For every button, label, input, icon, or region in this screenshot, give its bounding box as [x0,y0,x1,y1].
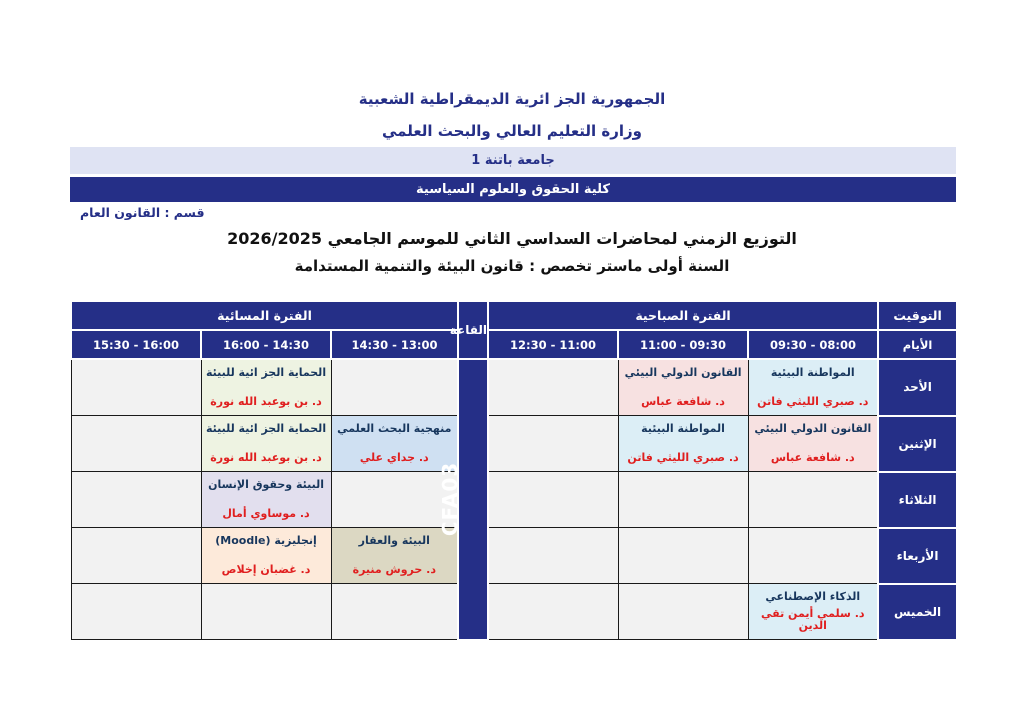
course-title: البيئة وحقوق الإنسان [208,478,324,491]
course-title: القانون الدولي البيئي [754,422,872,435]
teacher-name: د. بن بوعبد الله نورة [210,450,322,464]
empty-cell [748,472,878,528]
department-line [70,203,956,222]
table-row [71,359,957,416]
teacher-name: د. غضبان إخلاص [221,562,311,576]
course-cell-content [202,416,331,471]
course-cell-content [202,528,331,583]
morning-period-header: الفترة الصباحية [488,301,878,330]
timetable-body [71,359,957,640]
empty-cell [71,528,201,584]
empty-cell [488,584,618,640]
course-cell [618,416,748,472]
course-title: الحماية الجز ائية للبيئة [205,366,327,379]
table-row [71,528,957,584]
republic-header: الجمهورية الجز ائرية الديمقراطية الشعبية [358,90,666,108]
course-cell-content [749,360,878,415]
table-row [71,472,957,528]
course-cell [201,472,331,528]
course-cell-content [619,416,748,471]
empty-cell [488,416,618,472]
teacher-name: د. سلمي أيمن تقي الدين [761,606,865,632]
empty-cell [71,416,201,472]
empty-cell [618,528,748,584]
faculty-banner: كلية الحقوق والعلوم السياسية [70,177,956,202]
empty-cell [618,584,748,640]
schedule-subtitle: السنة أولى ماستر تخصص : قانون البيئة والتنمية المستدامة [294,257,730,275]
course-cell [201,359,331,416]
university-banner: جامعة باتنة 1 [70,147,956,174]
evening-period-header: الفترة المسائية [71,301,458,330]
empty-cell [748,528,878,584]
days-corner-cell: الأيام [878,330,957,359]
course-title: القانون الدولي البيئي [624,366,742,379]
teacher-name: د. موساوي أمال [222,506,310,520]
course-cell-content [619,360,748,415]
course-cell [748,584,878,640]
teacher-name: د. صبري الليثي فاتن [627,450,739,464]
course-cell [201,416,331,472]
schedule-title: التوزيع الزمني لمحاضرات السداسي الثاني للموسم الجامعي 2026/2025 [227,229,797,248]
empty-cell [331,359,458,416]
time-slot-header: 09:30 - 08:00 [748,330,878,359]
course-title: الذكاء الإصطناعي [765,590,861,603]
empty-cell [71,472,201,528]
course-title: المواطنة البيئية [770,366,855,379]
course-cell-content [332,528,458,583]
empty-cell [618,472,748,528]
time-slot-header: 14:30 - 13:00 [331,330,458,359]
day-cell: الأربعاء [878,528,957,584]
ministry-header: وزارة التعليم العالي والبحث العلمي [381,122,643,140]
teacher-name: د. شافعة عباس [641,394,725,408]
empty-cell [488,359,618,416]
time-corner-cell: التوقيت [878,301,957,330]
time-slot-header: 15:30 - 16:00 [71,330,201,359]
course-cell-content [202,472,331,527]
table-row [71,584,957,640]
empty-cell [488,472,618,528]
course-cell [748,359,878,416]
empty-cell [201,584,331,640]
room-code: CFA03 [437,462,462,537]
course-cell [201,528,331,584]
day-cell: الثلاثاء [878,472,957,528]
teacher-name: د. حروش منيرة [352,562,436,576]
day-cell: الخميس [878,584,957,640]
empty-cell [488,528,618,584]
timetable-header [71,301,957,359]
time-slot-header: 11:00 - 09:30 [618,330,748,359]
table-row [71,416,957,472]
room-header-cell: القاعة [458,301,488,359]
course-title: إنجليزية (Moodle) [215,534,317,547]
course-cell [618,359,748,416]
course-cell [748,416,878,472]
teacher-name: د. بن بوعبد الله نورة [210,394,322,408]
timetable [70,300,958,641]
empty-cell [71,584,201,640]
teacher-name: د. شافعة عباس [770,450,855,464]
time-slot-header: 12:30 - 11:00 [488,330,618,359]
day-cell: الإثنين [878,416,957,472]
room-cell [437,359,488,640]
empty-cell [331,584,458,640]
header-row-times [71,330,957,359]
course-cell-content [749,416,878,471]
course-title: المواطنة البيئية [641,422,725,435]
course-cell-content [749,584,878,639]
header-row-periods [71,301,957,330]
course-title: منهجية البحث العلمي [337,422,452,435]
course-cell-content [202,360,331,415]
department-label: قسم : القانون العام [80,205,205,220]
course-title: الحماية الجز ائية للبيئة [205,422,327,435]
course-title: البيئة والعقار [358,534,430,547]
empty-cell [71,359,201,416]
teacher-name: د. صبري الليثي فاتن [757,394,869,408]
time-slot-header: 16:00 - 14:30 [201,330,331,359]
day-cell: الأحد [878,359,957,416]
teacher-name: د. جداي علي [359,450,429,464]
